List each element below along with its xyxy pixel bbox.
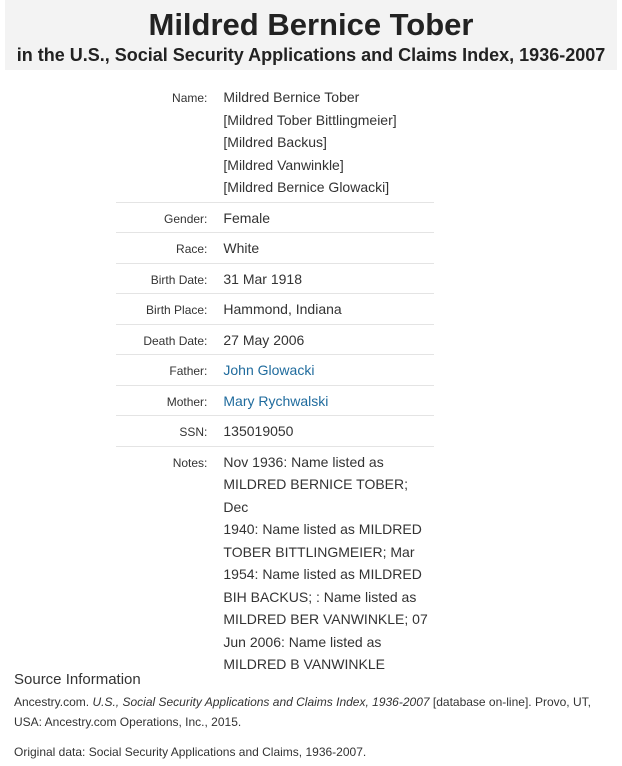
birth-date-label: Birth Date: bbox=[116, 263, 223, 294]
record-row-death-date bbox=[116, 324, 434, 355]
notes-line: MILDRED BERNICE TOBER; Dec bbox=[223, 476, 409, 515]
race-label: Race: bbox=[116, 233, 223, 264]
record-row-birth-date bbox=[116, 263, 434, 294]
gender-label: Gender: bbox=[116, 202, 223, 233]
record-table bbox=[116, 82, 434, 679]
mother-cell bbox=[223, 385, 434, 416]
notes-label: Notes: bbox=[172, 455, 208, 470]
notes-line: BIH BACKUS; : Name listed as bbox=[223, 588, 417, 605]
record-row-ssn bbox=[116, 416, 434, 447]
notes-line: MILDRED B VANWINKLE bbox=[223, 656, 385, 672]
record-row-name bbox=[116, 82, 434, 202]
name-alias: [Mildred Backus] bbox=[223, 134, 327, 150]
citation-suffix: [database on-line]. Provo, UT, USA: Ancestry.com Operations, Inc., 2015. bbox=[14, 695, 591, 729]
original-data: Original data: Social Security Applications and Claims, 1936-2007. bbox=[14, 745, 367, 759]
mother-link[interactable]: Mary Rychwalski bbox=[223, 392, 329, 409]
birth-place-label: Birth Place: bbox=[116, 294, 223, 325]
name-values bbox=[223, 82, 434, 202]
page-header bbox=[5, 0, 617, 70]
ssn-label: SSN: bbox=[116, 416, 223, 447]
record-row-notes bbox=[116, 446, 434, 679]
record-row-mother bbox=[116, 385, 434, 416]
name-alias: [Mildred Bernice Glowacki] bbox=[223, 179, 390, 195]
mother-label: Mother: bbox=[116, 385, 223, 416]
citation-title: U.S., Social Security Applications and Claims Index, 1936-2007 bbox=[92, 695, 430, 709]
name-alias: [Mildred Vanwinkle] bbox=[223, 156, 344, 173]
page-title: Mildred Bernice Tober bbox=[148, 7, 474, 42]
race-value: White bbox=[223, 233, 434, 264]
birth-place-value: Hammond, Indiana bbox=[223, 294, 434, 325]
record-row-father bbox=[116, 355, 434, 386]
notes-line: MILDRED BER VANWINKLE; 07 bbox=[223, 611, 428, 627]
birth-date-value: 31 Mar 1918 bbox=[223, 263, 434, 294]
death-date-value: 27 May 2006 bbox=[223, 324, 434, 355]
father-cell bbox=[223, 355, 434, 386]
source-heading: Source Information bbox=[14, 671, 141, 688]
source-citation bbox=[14, 692, 614, 732]
record-row-gender bbox=[116, 202, 434, 233]
father-link[interactable]: John Glowacki bbox=[223, 362, 315, 378]
father-label: Father: bbox=[116, 355, 223, 386]
page-subtitle: in the U.S., Social Security Applications and Claims Index, 1936-2007 bbox=[16, 45, 606, 65]
notes-value bbox=[223, 446, 434, 679]
notes-line: TOBER BITTLINGMEIER; Mar bbox=[223, 543, 415, 560]
citation-prefix: Ancestry.com. bbox=[14, 695, 93, 709]
name-label: Name: bbox=[116, 82, 223, 202]
notes-line: Nov 1936: Name listed as bbox=[223, 453, 384, 470]
record-row-race bbox=[116, 233, 434, 264]
notes-line: Jun 2006: Name listed as bbox=[223, 633, 382, 650]
ssn-value: 135019050 bbox=[223, 416, 434, 447]
name-alias: [Mildred Tober Bittlingmeier] bbox=[223, 111, 397, 128]
death-date-label: Death Date: bbox=[116, 324, 223, 355]
name-primary: Mildred Bernice Tober bbox=[223, 89, 360, 105]
record-row-birth-place bbox=[116, 294, 434, 325]
notes-line: 1940: Name listed as MILDRED bbox=[223, 521, 422, 537]
source-information bbox=[14, 670, 614, 762]
gender-value: Female bbox=[223, 202, 434, 233]
notes-line: 1954: Name listed as MILDRED bbox=[223, 566, 422, 582]
